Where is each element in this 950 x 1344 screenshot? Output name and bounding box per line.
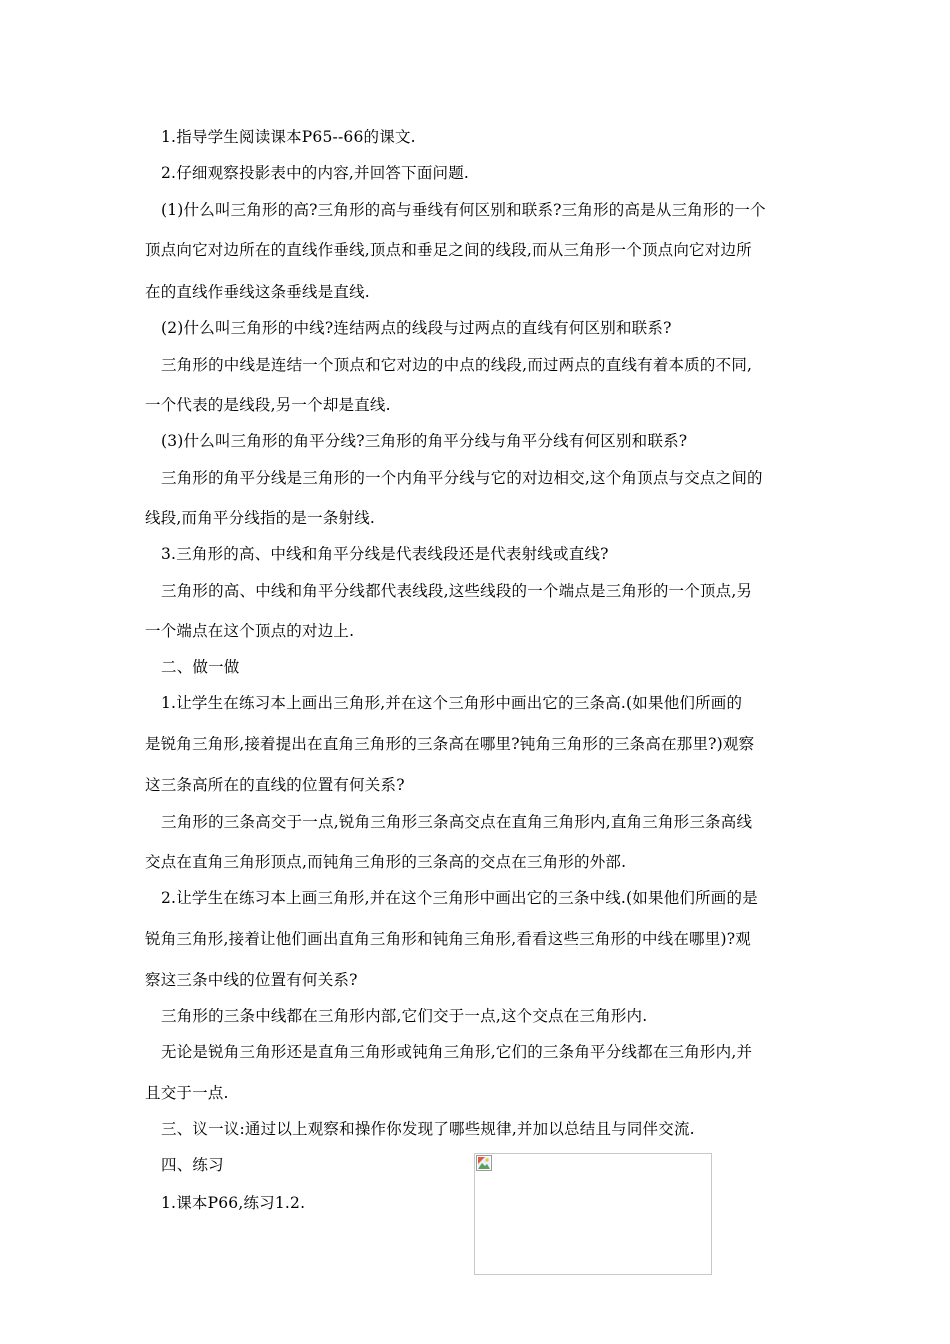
paragraph-line: 2.仔细观察投影表中的内容,并回答下面问题. (161, 164, 470, 182)
paragraph-line: 顶点向它对边所在的直线作垂线,顶点和垂足之间的线段,而从三角形一个顶点向它对边所 (145, 241, 752, 259)
paragraph-line: 三角形的中线是连结一个顶点和它对边的中点的线段,而过两点的直线有着本质的不同, (161, 356, 753, 374)
paragraph-line: 三角形的三条高交于一点,锐角三角形三条高交点在直角三角形内,直角三角形三条高线 (161, 813, 753, 831)
paragraph-line: 在的直线作垂线这条垂线是直线. (145, 283, 370, 301)
paragraph-line: 1.课本P66,练习1.2. (161, 1194, 306, 1212)
paragraph-line: 3.三角形的高、中线和角平分线是代表线段还是代表射线或直线? (161, 545, 609, 563)
paragraph-line: 这三条高所在的直线的位置有何关系? (145, 776, 405, 794)
paragraph-line: 线段,而角平分线指的是一条射线. (145, 509, 376, 527)
broken-image-icon (476, 1155, 492, 1171)
image-placeholder (474, 1153, 712, 1275)
paragraph-line: 察这三条中线的位置有何关系? (145, 971, 358, 989)
paragraph-line: (1)什么叫三角形的高?三角形的高与垂线有何区别和联系?三角形的高是从三角形的一个 (161, 201, 766, 219)
paragraph-line: 交点在直角三角形顶点,而钝角三角形的三条高的交点在三角形的外部. (145, 853, 627, 871)
paragraph-line: 无论是锐角三角形还是直角三角形或钝角三角形,它们的三条角平分线都在三角形内,并 (161, 1043, 753, 1061)
paragraph-line: 三角形的三条中线都在三角形内部,它们交于一点,这个交点在三角形内. (161, 1007, 648, 1025)
paragraph-line: 2.让学生在练习本上画三角形,并在这个三角形中画出它的三条中线.(如果他们所画的是 (161, 889, 758, 907)
paragraph-line: 1.指导学生阅读课本P65--66的课文. (161, 128, 416, 146)
section-heading: 四、练习 (161, 1156, 224, 1174)
paragraph-line: 是锐角三角形,接着提出在直角三角形的三条高在哪里?钝角三角形的三条高在那里?)观察 (145, 735, 755, 753)
paragraph-line: 一个端点在这个顶点的对边上. (145, 622, 355, 640)
paragraph-line: 三角形的高、中线和角平分线都代表线段,这些线段的一个端点是三角形的一个顶点,另 (161, 582, 753, 600)
paragraph-line: 三角形的角平分线是三角形的一个内角平分线与它的对边相交,这个角顶点与交点之间的 (161, 469, 763, 487)
paragraph-line: 一个代表的是线段,另一个却是直线. (145, 396, 391, 414)
section-heading: 二、做一做 (161, 658, 240, 676)
paragraph-line: 锐角三角形,接着让他们画出直角三角形和钝角三角形,看看这些三角形的中线在哪里)?观 (145, 930, 751, 948)
paragraph-line: 且交于一点. (145, 1084, 229, 1102)
paragraph-line: (3)什么叫三角形的角平分线?三角形的角平分线与角平分线有何区别和联系? (161, 432, 688, 450)
paragraph-line: 三、议一议:通过以上观察和操作你发现了哪些规律,并加以总结且与同伴交流. (161, 1120, 695, 1138)
paragraph-line: (2)什么叫三角形的中线?连结两点的线段与过两点的直线有何区别和联系? (161, 319, 672, 337)
paragraph-line: 1.让学生在练习本上画出三角形,并在这个三角形中画出它的三条高.(如果他们所画的 (161, 694, 743, 712)
